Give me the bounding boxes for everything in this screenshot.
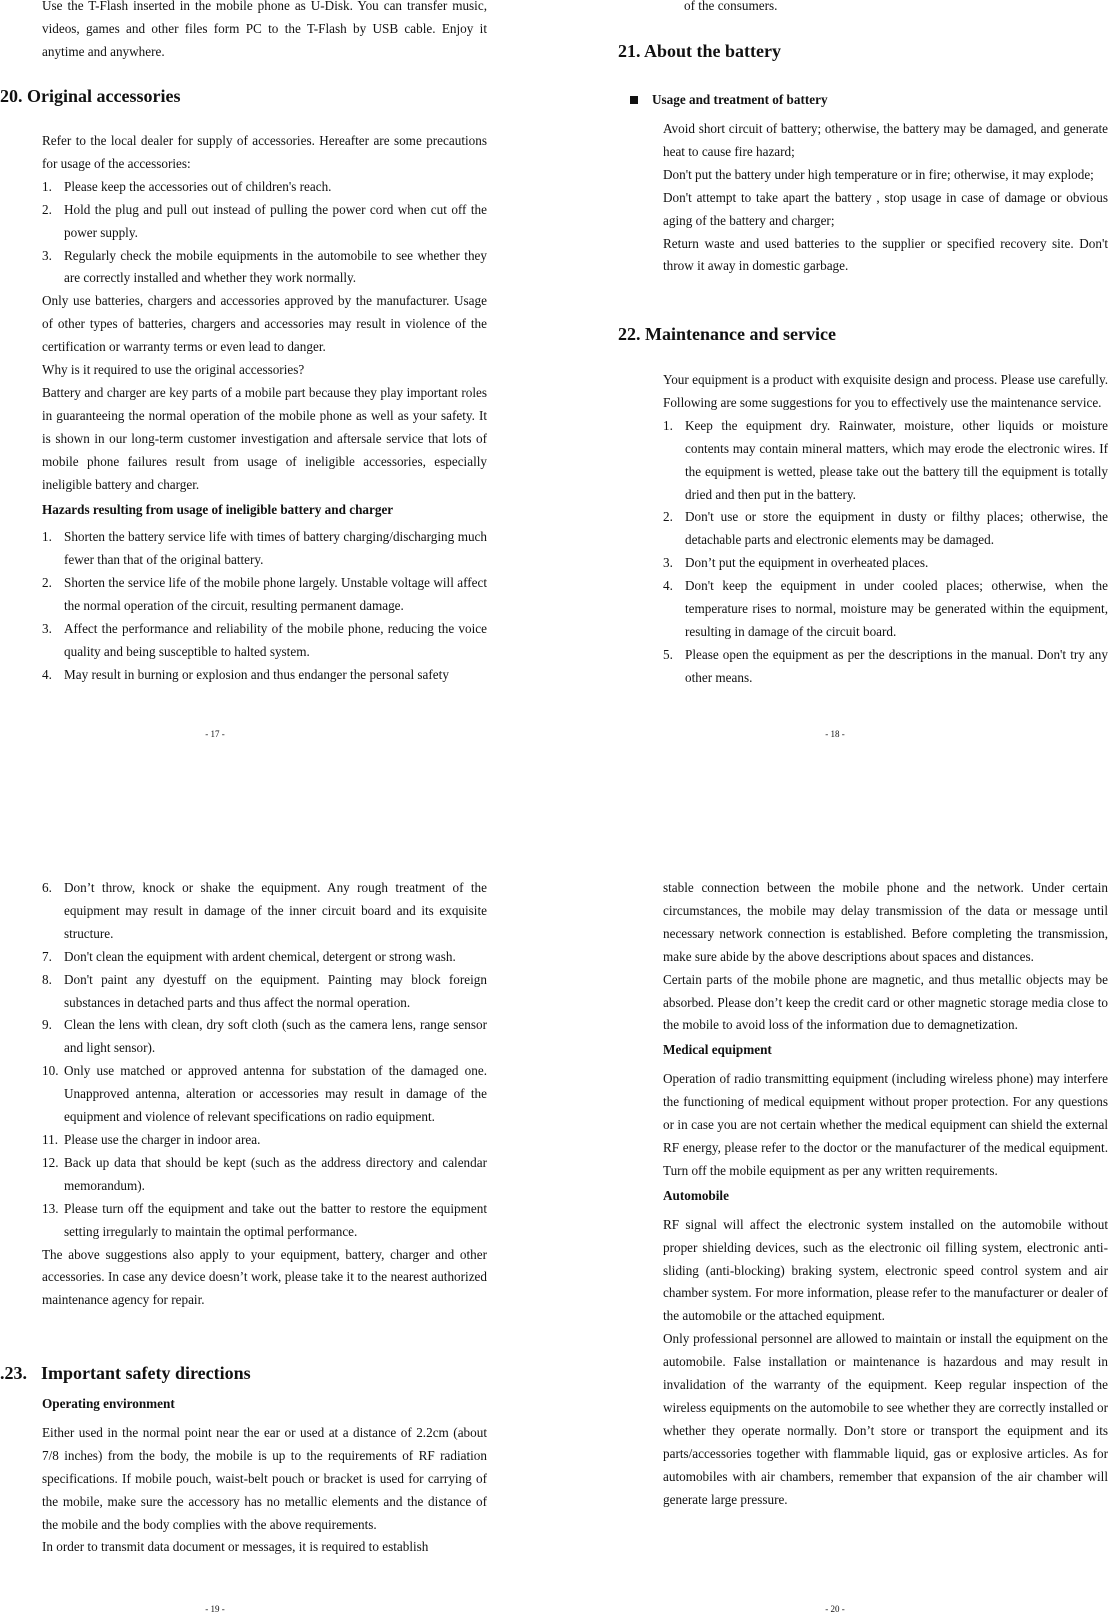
list-item: 7. Don't clean the equipment with ardent chemical, detergent or strong wash.: [42, 948, 456, 964]
list-item: 12. Back up data that should be kept (such as the address directory and calendar memorandum).: [42, 1154, 487, 1193]
p18-heading-battery: 21. About the battery: [618, 41, 781, 61]
p20-para5: Only professional personnel are allowed to maintain or install the equipment on the automobile. False installation or maintenance is hazardous and may result in invalidation of the warranty of the equipment. Keep regular inspection of the wireless equipments on the automobile to see whether they are correctly installed or whether they operate normally. Don’t store or transport the equipment and its parts/accessories together with flammable liquid, gas or explosive articles. As for automobiles with air chambers, remember that expansion of the air chamber will generate large pressure.: [663, 1331, 1108, 1507]
p18-list: [663, 415, 1108, 690]
list-item: 2. Shorten the service life of the mobile phone largely. Unstable voltage will affect the normal operation of the circuit, resulting permanent damage.: [42, 575, 487, 614]
p18-heading-maintenance: 22. Maintenance and service: [618, 324, 836, 344]
list-item: 1. Shorten the battery service life with times of battery charging/discharging much fewer than that of the original battery.: [42, 529, 487, 568]
p17-para3: Why is it required to use the original accessories?: [42, 362, 305, 378]
p19-para3: In order to transmit data document or messages, it is required to establish: [42, 1539, 429, 1555]
p17-heading: 20. Original accessories: [0, 86, 181, 106]
page-number: - 18 -: [825, 729, 845, 739]
p19-heading-text: Important safety directions: [41, 1363, 251, 1383]
p19-para1: The above suggestions also apply to your equipment, battery, charger and other accessories. In case any device doesn’t work, please take it to the nearest authorized maintenance agency for repair.: [42, 1246, 487, 1308]
p17-body: [42, 130, 487, 687]
list-item: 2. Hold the plug and pull out instead of pulling the power cord when cut off the power supply.: [42, 201, 487, 240]
p20-para1: stable connection between the mobile phone and the network. Under certain circumstances, the mobile may delay transmission of the data or message until necessary network connection is established. Before completing the transmission, make sure abide by the above descriptions about spaces and distances.: [663, 880, 1108, 964]
list-item: 11. Please use the charger in indoor area.: [42, 1131, 261, 1147]
list-item: 5. Please open the equipment as per the descriptions in the manual. Don't try any other means.: [663, 646, 1108, 685]
p18-bpara: Avoid short circuit of battery; otherwise, the battery may be damaged, and generate heat to cause fire hazard;: [663, 121, 1108, 159]
p18-bpara: Return waste and used batteries to the supplier or specified recovery site. Don't throw it away in domestic garbage.: [663, 235, 1108, 274]
p19-body2: [42, 1393, 487, 1559]
p19-heading-number: .23.: [0, 1363, 27, 1383]
p20-para3: Operation of radio transmitting equipment (including wireless phone) may interfere the functioning of medical equipment without proper protection. For any questions or in case you are not certain whether the medical equipment can shield the external RF energy, please refer to the doctor or the manufacturer of the medical equipment. Turn off the mobile equipment as per any written requirements.: [663, 1071, 1108, 1178]
p19-heading: [0, 1361, 251, 1385]
page-number: - 20 -: [825, 1604, 845, 1614]
list-item: 4. May result in burning or explosion and thus endanger the personal safety: [42, 666, 449, 682]
p19-subheading: Operating environment: [42, 1396, 175, 1411]
list-item: 2. Don't use or store the equipment in dusty or filthy places; otherwise, the detachable parts and electronic elements may be damaged.: [663, 509, 1108, 548]
list-item: 4. Don't keep the equipment in under cooled places; otherwise, when the temperature rises to normal, moisture may be generated within the equipment, resulting in damage of the circuit board.: [663, 578, 1108, 639]
p17-list2: [42, 526, 487, 686]
p20-body: [663, 877, 1108, 1511]
p20-subheading-automobile: Automobile: [663, 1187, 729, 1203]
p20-subheading-medical: Medical equipment: [663, 1042, 772, 1058]
p19-para2: Either used in the normal point near the ear or used at a distance of 2.2cm (about 7/8 inches) from the body, the mobile is up to the requirements of RF radiation specifications. If mobile pouch, waist-belt pouch or bracket is used for carrying of the mobile, make sure the accessory has no metallic elements and the distance of the mobile and the body complies with the above requirements.: [42, 1424, 487, 1532]
list-item: 9. Clean the lens with clean, dry soft cloth (such as the camera lens, range sensor and light sensor).: [42, 1017, 487, 1056]
p18-bpara: Don't attempt to take apart the battery , stop usage in case of damage or obvious aging of the battery and charger;: [663, 189, 1108, 228]
p18-intro: of the consumers.: [684, 0, 778, 13]
p17-para4: Battery and charger are key parts of a mobile part because they play important roles in guaranteeing the normal operation of the mobile phone as well as your safety. It is shown in our long-term customer investigation and aftersale service that lots of mobile phone failures result from usage of ineligible accessories, especially ineligible battery and charger.: [42, 384, 487, 492]
p17-para1: Refer to the local dealer for supply of accessories. Hereafter are some precautions for usage of the accessories:: [42, 133, 487, 171]
p18-para: Your equipment is a product with exquisite design and process. Please use carefully. Following are some suggestions for you to effectively use the maintenance service.: [663, 372, 1108, 410]
list-item: 10. Only use matched or approved antenna for substation of the damaged one. Unapproved antenna, alteration or accessories may result in damage of the equipment and violence of relevant specifications on radio equipment.: [42, 1063, 487, 1125]
p18-bullet: Usage and treatment of battery: [630, 89, 1052, 111]
list-item: 3. Don’t put the equipment in overheated places.: [663, 555, 929, 571]
p18-maint-body: [663, 369, 1108, 690]
list-item: 6. Don’t throw, knock or shake the equipment. Any rough treatment of the equipment may result in damage of the inner circuit board and its exquisite structure.: [42, 880, 487, 941]
square-bullet-icon: [630, 96, 638, 104]
p20-para4: RF signal will affect the electronic system installed on the automobile without proper shielding devices, such as the electronic oil filling system, electronic anti-sliding (anti-blocking) braking system, electronic speed control system and air chamber system. For more information, please refer to the manufacturer or dealer of the automobile or the attached equipment.: [663, 1216, 1108, 1324]
p17-list1: [42, 176, 487, 291]
p17-subheading: Hazards resulting from usage of ineligible battery and charger: [42, 501, 394, 517]
p19-list: [42, 877, 487, 1244]
p19-body: [42, 877, 487, 1312]
p17-intro: Use the T-Flash inserted in the mobile phone as U-Disk. You can transfer music, videos, games and other files form PC to the T-Flash by USB cable. Enjoy it anytime and anywhere.: [42, 0, 487, 59]
page-number: - 17 -: [205, 729, 225, 739]
list-item: 13. Please turn off the equipment and take out the batter to restore the equipment setting irregularly to maintain the optimal performance.: [42, 1200, 487, 1239]
list-item: 8. Don't paint any dyestuff on the equipment. Painting may block foreign substances in detached parts and thus affect the normal operation.: [42, 971, 487, 1010]
list-item: 3. Regularly check the mobile equipments in the automobile to see whether they are correctly installed and whether they work normally.: [42, 247, 487, 286]
p17-para2: Only use batteries, chargers and accessories approved by the manufacturer. Usage of other types of batteries, chargers and accessories may result in violence of the certification or warranty terms or even lead to danger.: [42, 293, 487, 355]
page-number: - 19 -: [205, 1604, 225, 1614]
p18-battery-body: [663, 118, 1108, 278]
list-item: 1. Keep the equipment dry. Rainwater, moisture, other liquids or moisture contents may contain mineral matters, which may erode the electronic wires. If the equipment is wetted, please take out the battery till the equipment is totally dried and then put in the battery.: [663, 417, 1108, 502]
list-item: 1. Please keep the accessories out of children's reach.: [42, 178, 332, 194]
p20-para2: Certain parts of the mobile phone are magnetic, and thus metallic objects may be absorbed. Please don’t keep the credit card or other magnetic storage media close to the mobile to avoid loss of the information due to demagnetization.: [663, 971, 1108, 1033]
list-item: 3. Affect the performance and reliability of the mobile phone, reducing the voice quality and being susceptible to halted system.: [42, 621, 487, 659]
p18-bpara: Don't put the battery under high temperature or in fire; otherwise, it may explode;: [663, 166, 1094, 182]
